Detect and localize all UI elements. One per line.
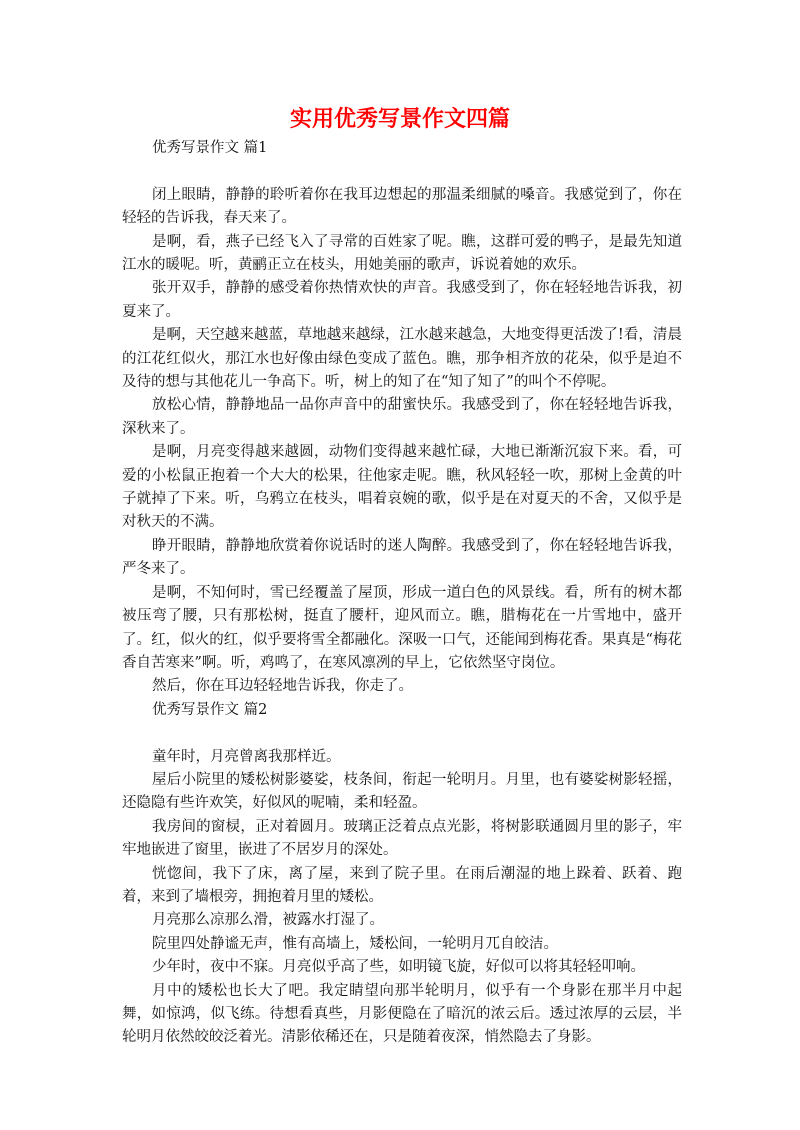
paragraph: 院里四处静谧无声，惟有高墙上，矮松间，一轮明月兀自皎洁。 [152, 935, 558, 952]
paragraph: 是啊，天空越来越蓝，草地越来越绿，江水越来越急，大地变得更活泼了!看，清晨的江花红似火，那江水也好像由绿色变成了蓝色。瞧，那争相齐放的花朵，似乎是迫不及待的想与其他花儿一争高下。听，树上的知了在“知了知了”的叫个不停呢。 [122, 327, 682, 391]
paragraph: 月亮那么凉那么滑，被露水打湿了。 [152, 912, 384, 929]
paragraph: 是啊，不知何时，雪已经覆盖了屋顶，形成一道白色的风景线。看，所有的树木都被压弯了腰，只有那松树，挺直了腰杆，迎风而立。瞧，腊梅花在一片雪地中，盛开了。红，似火的红，似乎要将雪全都融化。深吸一口气，还能闻到梅花香。果真是“梅花香自苦寒来”啊。听，鸡鸣了，在寒风凛冽的早上，它依然坚守岗位。 [122, 584, 682, 671]
paragraph: 恍惚间，我下了床，离了屋，来到了院子里。在雨后潮湿的地上跺着、跃着、跑着，来到了墙根旁，拥抱着月里的矮松。 [122, 865, 682, 905]
paragraph: 是啊，看，燕子已经飞入了寻常的百姓家了呢。瞧，这群可爱的鸭子，是最先知道江水的暖呢。听，黄鹂正立在枝头，用她美丽的歌声，诉说着她的欢乐。 [122, 233, 682, 274]
document-body [122, 137, 682, 1050]
paragraph: 童年时，月亮曾离我那样近。 [152, 748, 341, 765]
paragraph: 睁开眼睛，静静地欣赏着你说话时的迷人陶醉。我感受到了，你在轻轻地告诉我，严冬来了。 [122, 537, 682, 578]
paragraph: 屋后小院里的矮松树影婆娑，枝条间，衔起一轮明月。月里，也有婆娑树影轻摇，还隐隐有些许欢笑，好似风的呢喃，柔和轻盈。 [122, 771, 682, 812]
paragraph: 月中的矮松也长大了吧。我定睛望向那半轮明月，似乎有一个身影在那半月中起舞，如惊鸿，似飞练。待想看真些，月影便隐在了暗沉的浓云后。透过浓厚的云层，半轮明月依然皎皎泛着光。清影依稀还在，只是随着夜深，悄然隐去了身影。 [122, 982, 682, 1046]
paragraph: 少年时，夜中不寐。月亮似乎高了些，如明镜飞旋，好似可以将其轻轻叩响。 [152, 959, 645, 976]
paragraph: 然后，你在耳边轻轻地告诉我，你走了。 [152, 678, 413, 695]
essay-section-1 [122, 137, 682, 699]
paragraph: 我房间的窗棂，正对着圆月。玻璃正泛着点点光影，将树影联通圆月里的影子，牢牢地嵌进了窗里，嵌进了不居岁月的深处。 [122, 818, 682, 859]
paragraph: 是啊，月亮变得越来越圆，动物们变得越来越忙碌，大地已渐渐沉寂下来。看，可爱的小松鼠正抱着一个大大的松果，往他家走呢。瞧，秋风轻轻一吹，那树上金黄的叶子就掉了下来。听，乌鸦立在枝头，唱着哀婉的歌，似乎是在对夏天的不舍，又似乎是对秋天的不满。 [122, 444, 682, 531]
paragraph: 张开双手，静静的感受着你热情欢快的声音。我感受到了，你在轻轻地告诉我，初夏来了。 [122, 280, 682, 320]
section-heading: 优秀写景作文 篇1 [152, 140, 268, 156]
paragraph: 闭上眼睛，静静的聆听着你在我耳边想起的那温柔细腻的嗓音。我感觉到了，你在轻轻的告诉我，春天来了。 [122, 186, 682, 227]
essay-section-2 [122, 699, 682, 1050]
blank-line [122, 160, 682, 183]
document-title: 实用优秀写景作文四篇 [289, 106, 510, 132]
section-heading: 优秀写景作文 篇2 [152, 701, 268, 718]
paragraph: 放松心情，静静地品一品你声音中的甜蜜快乐。我感受到了，你在轻轻地告诉我，深秋来了。 [122, 397, 682, 437]
blank-line [122, 722, 682, 745]
